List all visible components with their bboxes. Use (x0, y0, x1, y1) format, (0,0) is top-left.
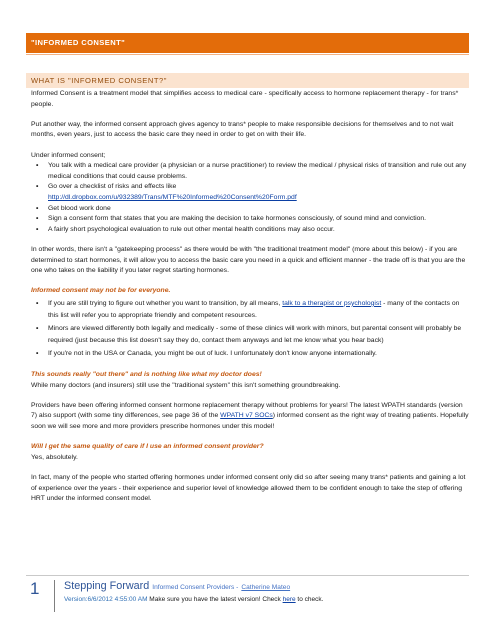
bullet-icon: • (36, 299, 39, 307)
out-there-text: While many doctors (and insurers) still use the "traditional system" this isn't something groundbreaking. (31, 381, 341, 389)
bullet-icon: • (36, 183, 39, 191)
bullet-icon: • (36, 162, 39, 170)
list-item: • Go over a checklist of risks and effects like http://dl.dropbox.com/u/932389/Trans/MTF%20Informed%20Consent%20Form.pdf (36, 183, 297, 201)
bullet-icon: • (36, 215, 39, 223)
list-item: • You talk with a medical care provider (a physician or a nurse practitioner) to review the medical / physical risks of transition and rule out any medical conditions that could cause problems. (36, 162, 467, 180)
list-item: • If you are still trying to figure out whether you want to transition, by all means, talk to a therapist or psychologist - many of the contacts on this list will refer you to appropriate friendly and competent resources. (36, 299, 460, 320)
main-content (31, 89, 470, 514)
footer-subtitle: Informed Consent Providers (152, 584, 235, 591)
informed-consent-steps (31, 161, 470, 235)
quality-answer: Yes, absolutely. (31, 453, 78, 461)
banner-title: "INFORMED CONSENT" (26, 33, 469, 53)
not-for-everyone-heading: Informed consent may not be for everyone. (31, 287, 171, 295)
list-item: • Minors are viewed differently both legally and medically - some of these clinics will work with minors, but parental consent will probably be required (just because this list doesn't say they do, contact them anyways and let me know what you hear back) (36, 324, 462, 345)
therapist-link[interactable]: talk to a therapist or psychologist (282, 299, 382, 307)
list-item: • A fairly short psychological evaluation to rule out other mental health conditions may also occur. (31, 225, 470, 236)
gatekeeping-paragraph: In other words, there isn't a "gatekeeping process" as there would be with "the traditional treatment model" (more about this below) - if you are determined to start hormones, it will allow you to access the basic care you need in a quick and efficient manner - the trade off is that you are the one who takes on the liability if you later regret starting hormones. (31, 245, 466, 275)
banner-divider (26, 54, 469, 55)
latest-version-link[interactable]: here (282, 596, 296, 603)
footer-divider (26, 575, 469, 576)
author-link[interactable]: Catherine Mateo (241, 584, 291, 591)
version-text: Version:6/6/2012 4:55:00 AM (64, 596, 148, 603)
bullet-icon: • (36, 349, 39, 357)
not-for-everyone-list (31, 298, 470, 361)
list-item: • If you're not in the USA or Canada, you might be out of luck. I unfortunately don't know anyone internationally. (31, 348, 470, 361)
out-there-heading: This sounds really "out there" and is nothing like what my doctor does! (31, 370, 262, 378)
intro-paragraph-3: Under informed consent; (31, 151, 106, 159)
wpath-socs-link[interactable]: WPATH v7 SOCs (220, 412, 273, 420)
quality-paragraph: In fact, many of the people who started offering hormones under informed consent only did so after seeing many trans* patients and gaining a lot of experience over the years - their experience and superior level of knowledge allowed them to be confident enough to take the step of offering HRT under the informed consent model. (31, 473, 466, 503)
document-page: "INFORMED CONSENT" WHAT IS "INFORMED CONSENT?" Informed Consent is a treatment model that simplifies access to medical care - specifically access to hormone replacement therapy - for trans* people. Put another way, the informed consent approach gives agency to trans* people to make responsible decisions for themselves and to not wait months, even years, just to access the basic care they need in order to get on with their life. Under informed consent; • You talk with a medical care provider (a physician or a nurse practitioner) to review the medical / physical risks of transition and rule out any medical conditions that could cause problems. • Go over a checklist of risks and effects like http://dl.dropbox.com/u/932389/Trans/MTF%20Informed%20Consent%20Form.pdf • Get blood work done • Sign a consent form that states that you are making the decision to take hormones consciously, of sound mind and conviction. • A fairly short psychological evaluation to rule out other mental health conditions may also occur. In other words, there isn't a "gatekeeping process" as there would be with "the traditional treatment model" (more about this below) - if you are determined to start hormones, it will allow you to access the basic care you need in a quick and efficient manner - the trade off is that you are the one who takes on the liability if you later regret starting hormones. Informed consent may not be for everyone. • If you are still trying to figure out whether you want to transition, by all means, talk to a therapist or psychologist - many of the contacts on this list will refer you to appropriate friendly and competent resources. • Minors are viewed differently both legally and medically - some of these clinics will work with minors, but parental consent will probably be required (just because this list doesn't say they do, contact them anyways and let me know what you hear back) • If you're not in the USA or Canada, you might be out of luck. I unfortunately don't know anyone internationally. This sounds really "out there" and is nothing like what my doctor does! While many doctors (and insurers) still use the "traditional system" this isn't something groundbreaking. Providers have been offering informed consent hormone replacement therapy without problems for years! The latest WPATH standards (version 7) also support (with some tiny differences, see page 36 of the WPATH v7 SOCs) informed consent as the right way of treating patients. Hopefully soon we will see more and more providers prescribe hormones under this model! Will I get the same quality of care if I use an informed consent provider? Yes, absolutely. In fact, many of the people who started offering hormones under informed consent only did so after seeing many trans* patients and gaining a lot of experience over the years - their experience and superior level of knowledge allowed them to be confident enough to take the step of offering HRT under the informed consent model. 1 Stepping Forward Informed Consent Providers - Catherine Mateo Version:6/6/2012 4:55:00 AM Make sure you have the latest version! Check here to check. (0, 0, 495, 640)
list-item: • Get blood work done (31, 204, 470, 215)
quality-heading: Will I get the same quality of care if I use an informed consent provider? (31, 443, 264, 451)
intro-paragraph-1: Informed Consent is a treatment model that simplifies access to medical care - specifically access to hormone replacement therapy - for trans* people. (31, 90, 459, 108)
footer-separator (54, 580, 55, 612)
page-number: 1 (30, 579, 40, 598)
bullet-icon: • (36, 225, 39, 233)
section-heading: WHAT IS "INFORMED CONSENT?" (26, 73, 469, 88)
bullet-icon: • (36, 204, 39, 212)
wpath-paragraph: Providers have been offering informed consent hormone replacement therapy without problems for years! The latest WPATH standards (version 7) also support (with some tiny differences, see page 36 of the WPATH v7 SOCs) informed consent as the right way of treating patients. Hopefully soon we will see more and more providers prescribe hormones under this model! (31, 401, 469, 430)
intro-paragraph-2: Put another way, the informed consent approach gives agency to trans* people to make responsible decisions for themselves and to not wait months, even years, just to access the basic care they need in order to get on with their life. (31, 120, 454, 139)
bullet-icon: • (36, 324, 39, 332)
list-item: • Sign a consent form that states that you are making the decision to take hormones consciously, of sound mind and conviction. (31, 214, 470, 225)
footer-title: Stepping Forward (64, 580, 150, 592)
consent-form-link[interactable]: http://dl.dropbox.com/u/932389/Trans/MTF%20Informed%20Consent%20Form.pdf (48, 193, 297, 201)
